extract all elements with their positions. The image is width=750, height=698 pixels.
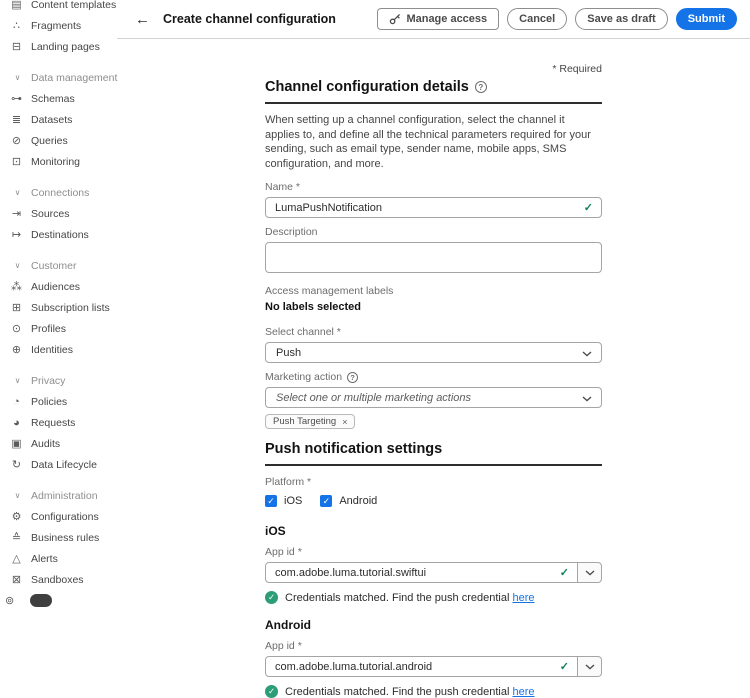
sidebar-item-sandboxes[interactable]: [0, 569, 117, 590]
partial-dark-badge: [30, 594, 52, 607]
sidebar-item-label: Identities: [31, 343, 74, 356]
android-credential-text: [285, 686, 535, 698]
sidebar-item-label: Requests: [31, 416, 76, 429]
sidebar-section-label: Customer: [31, 259, 77, 272]
sidebar-item-audiences[interactable]: [0, 276, 117, 297]
ios-credential-message: Credentials matched. Find the push credential: [285, 591, 510, 604]
select-channel-value: Push: [276, 346, 302, 359]
sidebar-section-label: Privacy: [31, 374, 66, 387]
name-label: Name *: [265, 181, 301, 194]
sidebar-item-business-rules[interactable]: [0, 527, 117, 548]
sidebar-item-alerts[interactable]: [0, 548, 117, 569]
sidebar-item-fragments[interactable]: [0, 15, 117, 36]
checkbox-checked-icon: ✓: [320, 495, 332, 507]
page-title: Create channel configuration: [163, 12, 336, 26]
android-credential-link[interactable]: here: [512, 685, 535, 698]
cancel-label: Cancel: [519, 13, 556, 25]
sidebar-item-label: Destinations: [31, 228, 89, 241]
ios-app-id-dropdown-button[interactable]: [578, 562, 602, 583]
valid-check-icon: ✓: [583, 202, 593, 215]
valid-check-icon: ✓: [559, 567, 569, 580]
alerts-icon: △: [12, 553, 21, 565]
checkbox-android[interactable]: [320, 495, 377, 507]
manage-access-label: Manage access: [406, 13, 488, 25]
sidebar-item-data-lifecycle[interactable]: [0, 454, 117, 475]
sidebar-section-administration[interactable]: [0, 485, 117, 506]
valid-check-icon: ✓: [559, 661, 569, 674]
sidebar-section-label: Connections: [31, 186, 90, 199]
sidebar-item-label: Schemas: [31, 92, 75, 105]
chevron-down-icon: ∨: [14, 491, 21, 500]
success-check-icon: ✓: [265, 591, 278, 604]
select-channel-dropdown[interactable]: [265, 342, 602, 363]
submit-button[interactable]: [676, 8, 737, 30]
landing-pages-icon: ⊟: [11, 41, 22, 53]
sandboxes-icon: ⊠: [11, 574, 22, 586]
business-rules-icon: ≙: [11, 532, 22, 544]
sidebar-item-schemas[interactable]: [0, 88, 117, 109]
fragments-icon: ∴: [13, 20, 20, 32]
android-app-id-dropdown-button[interactable]: [578, 656, 602, 677]
policies-icon: ◔: [13, 395, 20, 408]
sidebar-nav-list: [0, 0, 117, 590]
chevron-down-icon: [585, 664, 595, 670]
marketing-action-label: [265, 371, 602, 383]
main-column: [117, 0, 750, 698]
sidebar-item-monitoring[interactable]: [0, 151, 117, 172]
sidebar-item-content-templates[interactable]: [0, 0, 117, 15]
chevron-down-icon: [585, 570, 595, 576]
section-divider: [265, 102, 602, 104]
ios-heading: iOS: [265, 524, 286, 539]
sidebar-item-label: Alerts: [31, 552, 58, 565]
configurations-icon: ⚙: [11, 511, 22, 523]
android-credential-message: Credentials matched. Find the push credential: [285, 685, 510, 698]
sidebar-item-sources[interactable]: [0, 203, 117, 224]
save-as-draft-button[interactable]: [575, 8, 667, 30]
chevron-down-icon: ∨: [14, 73, 21, 82]
description-label: Description: [265, 226, 318, 239]
sidebar-section-connections[interactable]: [0, 182, 117, 203]
success-check-icon: ✓: [265, 685, 278, 698]
cancel-button[interactable]: [507, 8, 567, 30]
audiences-icon: ⁂: [11, 281, 22, 293]
checkbox-checked-icon: ✓: [265, 495, 277, 507]
partial-icon: ⊚: [5, 595, 15, 607]
sidebar-item-partial[interactable]: [0, 590, 117, 611]
push-section-title: Push notification settings: [265, 441, 443, 458]
sidebar-item-label: Audits: [31, 437, 61, 450]
android-heading: Android: [265, 618, 311, 633]
queries-icon: ⊘: [11, 135, 22, 147]
marketing-action-dropdown[interactable]: [265, 387, 602, 408]
sidebar-section-customer[interactable]: [0, 255, 117, 276]
sidebar-item-requests[interactable]: [0, 412, 117, 433]
sidebar-item-label: Sandboxes: [31, 573, 84, 586]
sidebar-item-queries[interactable]: [0, 130, 117, 151]
left-sidebar: [0, 0, 118, 607]
sidebar-item-label: Fragments: [31, 19, 82, 32]
chevron-down-icon: ∨: [14, 261, 21, 270]
chevron-down-icon: ∨: [14, 376, 21, 385]
sidebar-item-label: Content templates: [31, 0, 117, 11]
page-header: [117, 0, 750, 39]
content-area: [117, 39, 750, 698]
sidebar-item-datasets[interactable]: [0, 109, 117, 130]
ios-credential-status: [265, 591, 602, 604]
ios-app-id-label: App id *: [265, 546, 302, 559]
sidebar-item-label: Profiles: [31, 322, 67, 335]
chevron-down-icon: [582, 351, 592, 357]
submit-label: Submit: [687, 13, 725, 25]
audits-icon: ▣: [11, 438, 22, 450]
ios-app-id-combobox: [265, 562, 602, 583]
schemas-icon: ⊶: [11, 93, 22, 105]
header-actions: [377, 8, 737, 30]
sidebar-section-label: Data management: [31, 71, 118, 84]
access-labels-label: Access management labels: [265, 285, 394, 298]
chevron-down-icon: [582, 396, 592, 402]
checkbox-ios[interactable]: [265, 495, 302, 507]
sidebar-item-audits[interactable]: [0, 433, 117, 454]
key-icon: [389, 13, 401, 25]
sidebar-section-data-management[interactable]: [0, 67, 117, 88]
back-arrow-icon[interactable]: ←: [135, 10, 150, 28]
android-app-id-label: App id *: [265, 640, 302, 653]
subscription-lists-icon: ⊞: [11, 302, 22, 314]
sidebar-item-destinations[interactable]: [0, 224, 117, 245]
sidebar-item-label: Business rules: [31, 531, 100, 544]
sidebar-section-privacy[interactable]: [0, 370, 117, 391]
marketing-action-placeholder: Select one or multiple marketing actions: [276, 391, 472, 404]
details-description: When setting up a channel configuration, select the channel it applies to, and define all the technical parameters required for your sending, such as email type, sender name, mobile apps, SMS configuration, and more.: [265, 114, 591, 170]
platform-label: Platform *: [265, 476, 312, 489]
marketing-action-tag: [265, 414, 355, 429]
sidebar-item-label: Configurations: [31, 510, 99, 523]
content-templates-icon: ▤: [11, 0, 22, 11]
sidebar-item-label: Data Lifecycle: [31, 458, 97, 471]
sidebar-item-label: Audiences: [31, 280, 81, 293]
required-note: * Required: [552, 63, 602, 75]
destinations-icon: ↦: [11, 229, 22, 241]
marketing-action-label-text: Marketing action: [265, 371, 343, 384]
description-textarea[interactable]: [265, 242, 602, 273]
identities-icon: ⊕: [11, 344, 22, 356]
sidebar-item-label: Policies: [31, 395, 68, 408]
sidebar-item-profiles[interactable]: [0, 318, 117, 339]
monitoring-icon: ⊡: [11, 156, 22, 168]
checkbox-ios-label: iOS: [284, 495, 303, 508]
sidebar-item-subscription-lists[interactable]: [0, 297, 117, 318]
sidebar-item-label: Monitoring: [31, 155, 81, 168]
ios-app-id-input[interactable]: [265, 562, 578, 583]
save-as-draft-label: Save as draft: [587, 13, 656, 25]
access-labels-value: No labels selected: [265, 301, 361, 314]
ios-app-id-value: com.adobe.luma.tutorial.swiftui: [275, 566, 427, 579]
select-channel-label: Select channel *: [265, 326, 341, 339]
profiles-icon: ⊙: [11, 323, 22, 335]
manage-access-button[interactable]: [377, 8, 499, 30]
name-value: LumaPushNotification: [275, 201, 383, 214]
android-credential-status: [265, 685, 602, 698]
data-lifecycle-icon: ↻: [11, 459, 22, 471]
sidebar-item-label: Datasets: [31, 113, 73, 126]
tag-label: Push Targeting: [273, 416, 337, 428]
android-app-id-input[interactable]: [265, 656, 578, 677]
ios-credential-link[interactable]: here: [512, 591, 535, 604]
sidebar-item-identities[interactable]: [0, 339, 117, 360]
name-input[interactable]: [265, 197, 602, 218]
help-icon[interactable]: ?: [475, 81, 487, 93]
details-section-title: [265, 79, 602, 95]
form-column: [265, 63, 602, 698]
android-app-id-value: com.adobe.luma.tutorial.android: [275, 660, 433, 673]
section-divider: [265, 464, 602, 466]
help-icon[interactable]: ?: [347, 372, 358, 383]
sidebar-item-policies[interactable]: [0, 391, 117, 412]
datasets-icon: ≣: [11, 114, 22, 126]
sidebar-item-landing-pages[interactable]: [0, 36, 117, 57]
sidebar-item-configurations[interactable]: [0, 506, 117, 527]
android-app-id-combobox: [265, 656, 602, 677]
details-title-text: Channel configuration details: [265, 79, 469, 95]
chevron-down-icon: ∨: [14, 188, 21, 197]
sources-icon: ⇥: [11, 208, 22, 220]
checkbox-android-label: Android: [339, 495, 378, 508]
platform-checkbox-row: [265, 495, 602, 507]
ios-credential-text: [285, 592, 535, 604]
sidebar-section-label: Administration: [31, 489, 98, 502]
tag-remove-icon[interactable]: ×: [342, 416, 348, 427]
sidebar-item-label: Sources: [31, 207, 70, 220]
sidebar-item-label: Landing pages: [31, 40, 100, 53]
sidebar-item-label: Subscription lists: [31, 301, 110, 314]
sidebar-item-label: Queries: [31, 134, 68, 147]
requests-icon: ◕: [13, 416, 20, 429]
